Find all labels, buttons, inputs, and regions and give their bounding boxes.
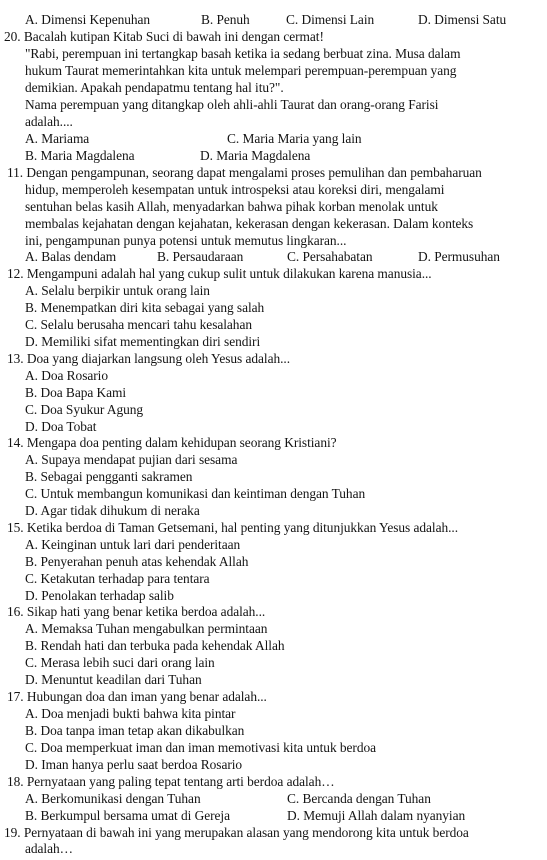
option-a: A. Balas dendam	[25, 249, 117, 264]
question-14-stem: 14. Mengapa doa penting dalam kehidupan seorang Kristiani?	[7, 435, 337, 450]
option-a: A. Doa menjadi bukti bahwa kita pintar	[25, 706, 236, 721]
option-b: B. Sebagai pengganti sakramen	[25, 469, 193, 484]
question-19-stem: 19. Pernyataan di bawah ini yang merupakan alasan yang mendorong kita untuk berdoa	[4, 825, 469, 840]
question-15-stem: 15. Ketika berdoa di Taman Getsemani, hal penting yang ditunjukkan Yesus adalah...	[7, 520, 459, 535]
option-b: B. Maria Magdalena	[25, 148, 135, 163]
option-a: A. Doa Rosario	[25, 368, 108, 383]
option-b: B. Rendah hati dan terbuka pada kehendak Allah	[25, 638, 285, 653]
question-11-stem: 11. Dengan pengampunan, seorang dapat mengalami proses pemulihan dan pembaharuan	[7, 165, 482, 180]
option-b: B. Berkumpul bersama umat di Gereja	[25, 808, 231, 823]
option-c: C. Ketakutan terhadap para tentara	[25, 571, 210, 586]
option-b: B. Doa tanpa iman tetap akan dikabulkan	[25, 723, 245, 738]
option-c: C. Persahabatan	[287, 249, 373, 264]
option-a: A. Mariama	[25, 131, 90, 146]
question-13-stem: 13. Doa yang diajarkan langsung oleh Yesus adalah...	[7, 351, 291, 366]
stem-line: membalas kejahatan dengan kejahatan, kekerasan dengan kekerasan. Dalam konteks	[25, 216, 474, 231]
option-c: C. Untuk membangun komunikasi dan keintiman dengan Tuhan	[25, 486, 366, 501]
option-d: D. Dimensi Satu	[418, 12, 507, 27]
stem-line: ini, pengampunan punya potensi untuk memutus lingkaran...	[25, 233, 347, 248]
option-b: B. Menempatkan diri kita sebagai yang salah	[25, 300, 265, 315]
question-16-stem: 16. Sikap hati yang benar ketika berdoa adalah...	[7, 604, 266, 619]
question-20-stem: 20. Bacalah kutipan Kitab Suci di bawah ini dengan cermat!	[4, 29, 324, 44]
option-b: B. Penyerahan penuh atas kehendak Allah	[25, 554, 249, 569]
question-line: Nama perempuan yang ditangkap oleh ahli-ahli Taurat dan orang-orang Farisi	[25, 97, 439, 112]
option-d: D. Doa Tobat	[25, 419, 97, 434]
option-c: C. Selalu berusaha mencari tahu kesalahan	[25, 317, 252, 332]
question-line: adalah....	[25, 114, 73, 129]
option-a: A. Selalu berpikir untuk orang lain	[25, 283, 210, 298]
option-c: C. Bercanda dengan Tuhan	[287, 791, 431, 806]
option-d: D. Penolakan terhadap salib	[25, 588, 174, 603]
option-a: A. Dimensi Kepenuhan	[25, 12, 151, 27]
option-d: D. Iman hanya perlu saat berdoa Rosario	[25, 757, 243, 772]
quote-line: "Rabi, perempuan ini tertangkap basah ketika ia sedang berbuat zina. Musa dalam	[25, 46, 461, 61]
option-b: B. Persaudaraan	[157, 249, 244, 264]
option-d: D. Memiliki sifat mementingkan diri sendiri	[25, 334, 261, 349]
question-18-stem: 18. Pernyataan yang paling tepat tentang arti berdoa adalah…	[7, 774, 335, 789]
option-d: D. Memuji Allah dalam nyanyian	[287, 808, 466, 823]
option-d: D. Maria Magdalena	[200, 148, 311, 163]
stem-line: adalah…	[25, 841, 73, 856]
option-c: C. Dimensi Lain	[286, 12, 375, 27]
option-d: D. Agar tidak dihukum di neraka	[25, 503, 200, 518]
option-c: C. Maria Maria yang lain	[227, 131, 362, 146]
question-12-stem: 12. Mengampuni adalah hal yang cukup sulit untuk dilakukan karena manusia...	[7, 266, 432, 281]
question-17-stem: 17. Hubungan doa dan iman yang benar adalah...	[7, 689, 267, 704]
stem-line: sentuhan belas kasih Allah, menyadarkan bahwa pihak korban menolak untuk	[25, 199, 438, 214]
option-d: D. Menuntut keadilan dari Tuhan	[25, 672, 202, 687]
stem-line: hidup, memperoleh kesempatan untuk introspeksi atau koreksi diri, mengalami	[25, 182, 445, 197]
option-a: A. Keinginan untuk lari dari penderitaan	[25, 537, 241, 552]
option-a: A. Memaksa Tuhan mengabulkan permintaan	[25, 621, 268, 636]
option-c: C. Doa Syukur Agung	[25, 402, 144, 417]
option-a: A. Supaya mendapat pujian dari sesama	[25, 452, 238, 467]
option-c: C. Merasa lebih suci dari orang lain	[25, 655, 215, 670]
option-b: B. Doa Bapa Kami	[25, 385, 127, 400]
option-b: B. Penuh	[201, 12, 250, 27]
option-a: A. Berkomunikasi dengan Tuhan	[25, 791, 201, 806]
quote-line: demikian. Apakah pendapatmu tentang hal itu?".	[25, 80, 284, 95]
quote-line: hukum Taurat memerintahkan kita untuk melempari perempuan-perempuan yang	[25, 63, 457, 78]
option-c: C. Doa memperkuat iman dan iman memotivasi kita untuk berdoa	[25, 740, 377, 755]
option-d: D. Permusuhan	[418, 249, 500, 264]
